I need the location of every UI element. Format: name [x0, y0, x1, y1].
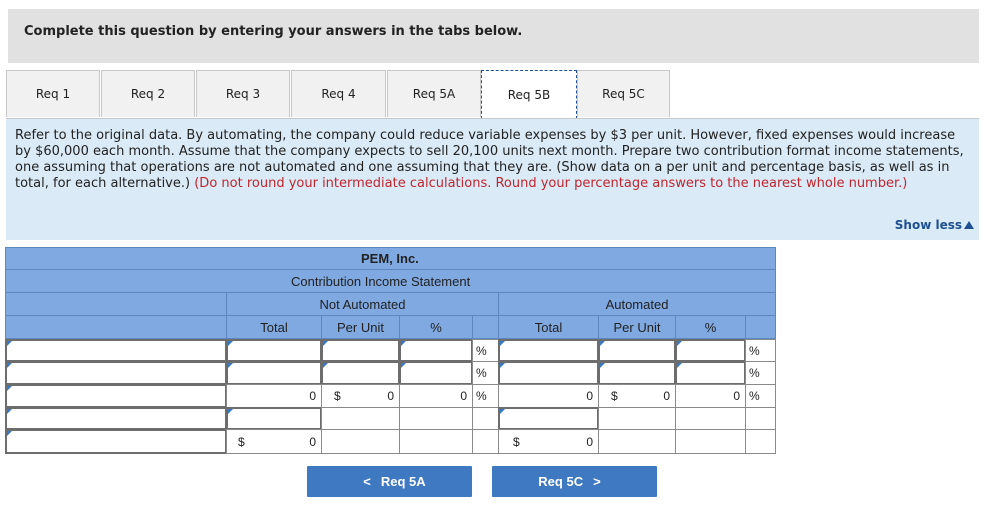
row1-na-per-unit-input[interactable] [321, 339, 400, 362]
next-req-label: Req 5C [538, 474, 584, 489]
prev-req-button[interactable] [307, 466, 472, 497]
instructions-note: (Do not round your intermediate calculations. Round your percentage answers to the nearest whole number.) [194, 176, 908, 191]
row3-label-input[interactable] [5, 384, 227, 408]
row4-na-sign-empty [472, 407, 499, 430]
row5-a-total: 0 [586, 435, 593, 449]
col-a-total: Total [498, 315, 599, 339]
row1-na-pct-input[interactable] [399, 339, 473, 362]
group-blank [5, 292, 227, 316]
tab-req-5b[interactable]: Req 5B [481, 70, 577, 119]
triangle-up-icon [964, 221, 974, 229]
row2-na-total-input[interactable] [226, 361, 322, 385]
row3-na-per-unit-cell [321, 384, 400, 408]
row3-na-per-unit: 0 [387, 389, 394, 403]
row5-a-total-cell [498, 429, 599, 454]
row2-na-pct-input[interactable] [399, 361, 473, 385]
row5-a-sign-empty [745, 429, 776, 454]
row3-a-per-unit: 0 [663, 389, 670, 403]
col-na-pct-sign [472, 315, 499, 339]
row2-a-pct-input[interactable] [675, 361, 746, 385]
row1-a-pct-sign: % [745, 339, 776, 362]
row2-label-input[interactable] [5, 361, 227, 385]
tab-req-5c[interactable]: Req 5C [577, 70, 670, 117]
contribution-income-statement [5, 247, 776, 455]
show-less-label: Show less [894, 218, 962, 232]
row3-a-pct: 0 [675, 384, 746, 408]
row1-a-per-unit-input[interactable] [598, 339, 676, 362]
row5-label-input[interactable] [5, 429, 227, 454]
statement-title: Contribution Income Statement [291, 274, 471, 289]
group-automated: Automated [498, 292, 776, 316]
row5-na-total-cell [226, 429, 322, 454]
row3-a-per-unit-cell [598, 384, 676, 408]
row5-na-pct-empty [399, 429, 473, 454]
question-header [8, 9, 979, 63]
tab-req-1[interactable]: Req 1 [6, 70, 100, 117]
row4-a-per-unit-empty [598, 407, 676, 430]
row3-na-total: 0 [226, 384, 322, 408]
next-req-button[interactable] [492, 466, 657, 497]
row3-na-pct: 0 [399, 384, 473, 408]
row2-na-per-unit-input[interactable] [321, 361, 400, 385]
prev-req-label: Req 5A [380, 474, 426, 489]
row2-a-total-input[interactable] [498, 361, 599, 385]
row4-a-sign-empty [745, 407, 776, 430]
row1-a-pct-input[interactable] [675, 339, 746, 362]
row5-a-per-unit-empty [598, 429, 676, 454]
row5-na-per-unit-empty [321, 429, 400, 454]
row5-a-dollar: $ [513, 435, 520, 449]
row2-a-pct-sign: % [745, 361, 776, 385]
row1-na-pct-sign: % [472, 339, 499, 362]
instructions-panel [6, 118, 979, 240]
tab-req-2[interactable]: Req 2 [101, 70, 195, 117]
row4-na-pct-empty [399, 407, 473, 430]
row2-a-per-unit-input[interactable] [598, 361, 676, 385]
col-na-pct: % [399, 315, 473, 339]
tab-req-5a[interactable]: Req 5A [387, 70, 481, 117]
tab-bar [6, 70, 979, 119]
row1-na-total-input[interactable] [226, 339, 322, 362]
row3-na-pct-sign: % [472, 384, 499, 408]
col-a-per-unit: Per Unit [598, 315, 676, 339]
chevron-left-icon: < [363, 474, 371, 489]
tab-req-4[interactable]: Req 4 [291, 70, 386, 117]
group-not-automated: Not Automated [226, 292, 499, 316]
row3-a-pct-sign: % [745, 384, 776, 408]
chevron-right-icon: > [593, 474, 601, 489]
col-a-pct: % [675, 315, 746, 339]
row4-label-input[interactable] [5, 407, 227, 430]
show-less-link[interactable] [895, 218, 974, 232]
row4-a-pct-empty [675, 407, 746, 430]
col-na-per-unit: Per Unit [321, 315, 400, 339]
instructions-body: Refer to the original data. By automating, the company could reduce variable expenses by $3 per unit. However, fixed expenses would increase by $60,000 each month. Assume that the company expects to sell 20,100 units next month. Prepare two contribution format income statements, one assuming that operations are not automated and one assuming that they are. (Show data on a per unit and percentage basis, as well as in total, for each alternative.) [15, 128, 964, 191]
col-a-pct-sign [745, 315, 776, 339]
row5-na-dollar: $ [238, 435, 245, 449]
header-text: Complete this question by entering your answers in the tabs below. [24, 24, 523, 39]
row3-a-dollar: $ [611, 389, 618, 403]
row4-na-total-input[interactable] [226, 407, 322, 430]
row5-na-total: 0 [309, 435, 316, 449]
tab-req-3[interactable]: Req 3 [196, 70, 290, 117]
row2-na-pct-sign: % [472, 361, 499, 385]
row1-a-total-input[interactable] [498, 339, 599, 362]
col-label-blank [5, 315, 227, 339]
row4-na-per-unit-empty [321, 407, 400, 430]
row1-label-input[interactable] [5, 339, 227, 362]
col-na-total: Total [226, 315, 322, 339]
company-name: PEM, Inc. [361, 251, 419, 266]
row3-na-dollar: $ [334, 389, 341, 403]
row3-a-total: 0 [498, 384, 599, 408]
row4-a-total-input[interactable] [498, 407, 599, 430]
row5-a-pct-empty [675, 429, 746, 454]
row5-na-sign-empty [472, 429, 499, 454]
